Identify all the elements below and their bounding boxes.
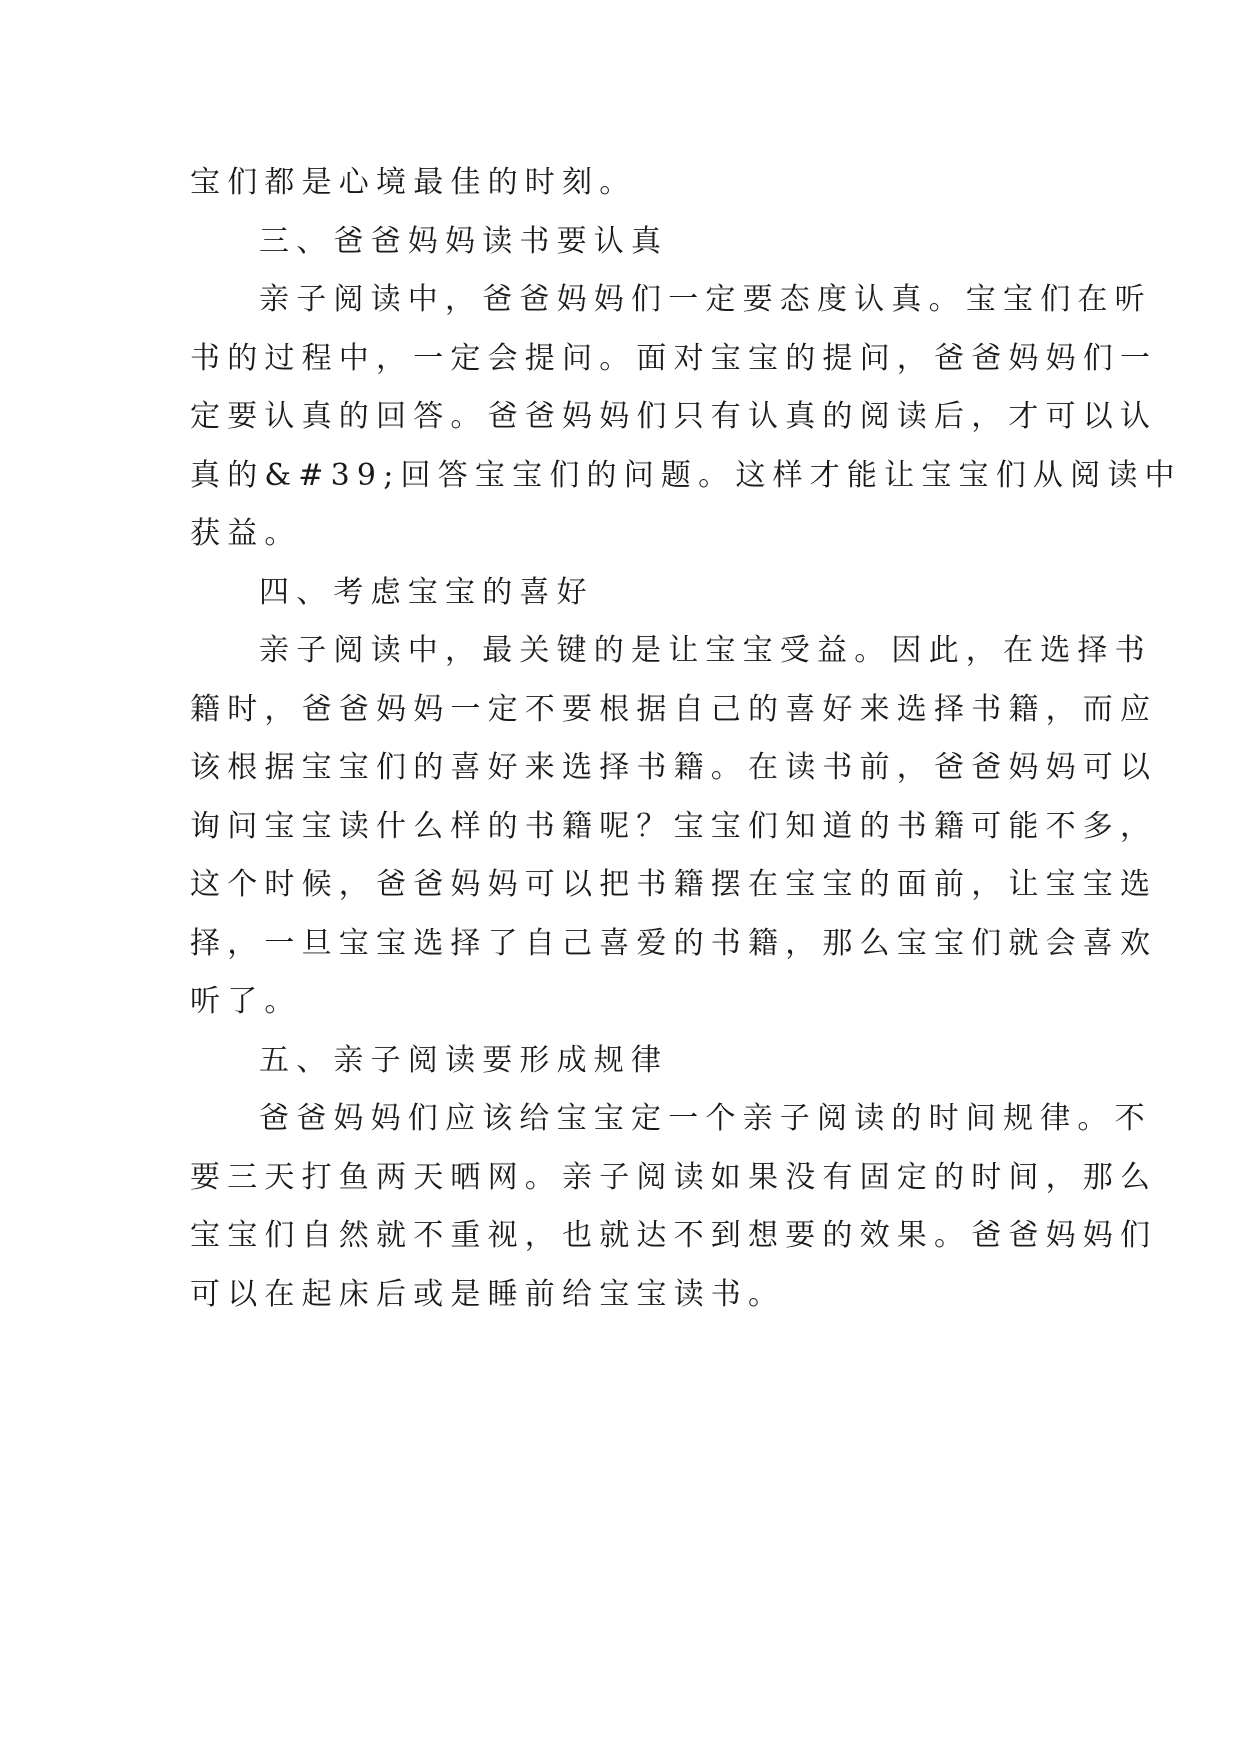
paragraph-line: 定要认真的回答。爸爸妈妈们只有认真的阅读后，才可以认 bbox=[190, 399, 1158, 434]
paragraph-line: 听了。 bbox=[190, 984, 302, 1019]
paragraph-line: 择，一旦宝宝选择了自己喜爱的书籍，那么宝宝们就会喜欢 bbox=[190, 925, 1158, 961]
paragraph-line: 可以在起床后或是睡前给宝宝读书。 bbox=[190, 1276, 786, 1312]
paragraph-line: 真的&#39;回答宝宝们的问题。这样才能让宝宝们从阅读中 bbox=[190, 457, 1182, 493]
section-heading-5: 五、亲子阅读要形成规律 bbox=[259, 1042, 669, 1078]
paragraph-line: 宝宝们自然就不重视，也就达不到想要的效果。爸爸妈妈们 bbox=[190, 1218, 1158, 1253]
paragraph-line: 爸爸妈妈们应该给宝宝定一个亲子阅读的时间规律。不 bbox=[259, 1101, 1152, 1136]
paragraph-line: 要三天打鱼两天晒网。亲子阅读如果没有固定的时间，那么 bbox=[190, 1159, 1158, 1195]
paragraph-line: 籍时，爸爸妈妈一定不要根据自己的喜好来选择书籍，而应 bbox=[190, 691, 1158, 727]
paragraph-line: 询问宝宝读什么样的书籍呢？宝宝们知道的书籍可能不多， bbox=[190, 808, 1158, 844]
section-heading-4: 四、考虑宝宝的喜好 bbox=[259, 574, 594, 610]
paragraph-line: 书的过程中，一定会提问。面对宝宝的提问，爸爸妈妈们一 bbox=[190, 340, 1158, 376]
paragraph-line: 亲子阅读中，爸爸妈妈们一定要态度认真。宝宝们在听 bbox=[259, 282, 1152, 317]
paragraph-line: 宝们都是心境最佳的时刻。 bbox=[190, 165, 637, 200]
section-heading-3: 三、爸爸妈妈读书要认真 bbox=[259, 223, 669, 259]
document-page bbox=[190, 154, 1182, 1324]
paragraph-line: 该根据宝宝们的喜好来选择书籍。在读书前，爸爸妈妈可以 bbox=[190, 750, 1158, 785]
paragraph-line: 这个时候，爸爸妈妈可以把书籍摆在宝宝的面前，让宝宝选 bbox=[190, 867, 1158, 902]
paragraph-line: 获益。 bbox=[190, 516, 302, 551]
paragraph-line: 亲子阅读中，最关键的是让宝宝受益。因此，在选择书 bbox=[259, 633, 1152, 668]
